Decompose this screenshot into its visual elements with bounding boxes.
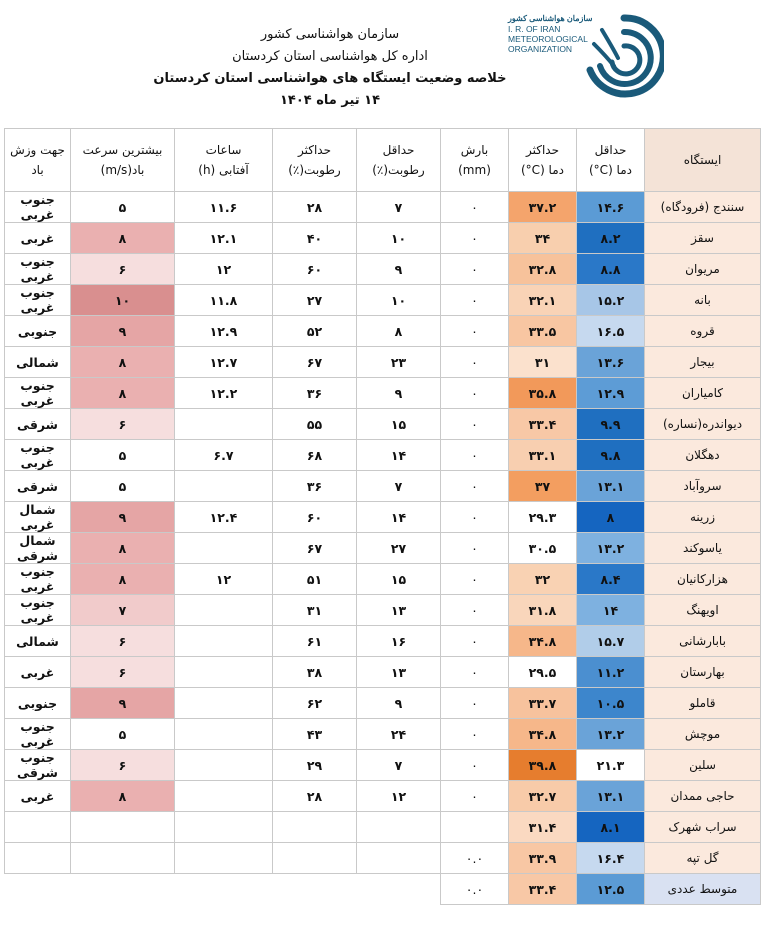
wind-direction-cell: غربی [5,781,71,812]
hmax-cell: ۴۰ [273,223,357,254]
wind-direction-cell: جنوبی [5,316,71,347]
station-cell: اویهنگ [645,595,761,626]
hmax-cell: ۶۷ [273,347,357,378]
hmin-cell: ۱۲ [357,781,441,812]
wind-speed-cell: ۶ [71,750,175,781]
logo-text-en1: I. R. OF IRAN [508,24,561,34]
hmax-cell: ۳۶ [273,471,357,502]
wind-direction-cell: شمالی [5,347,71,378]
rain-cell: ۰ [441,657,509,688]
tmin-cell: ۱۳.۱ [577,471,645,502]
station-cell: کامیاران [645,378,761,409]
sunshine-cell: ۱۲ [175,254,273,285]
rain-cell: ۰ [441,192,509,223]
hmin-cell: ۷ [357,192,441,223]
table-row [5,657,761,688]
sunshine-cell: ۱۱.۸ [175,285,273,316]
tmin-cell: ۸.۲ [577,223,645,254]
wind-direction-cell: شمال شرقی [5,533,71,564]
station-cell: بانه [645,285,761,316]
tmax-cell: ۳۴.۸ [509,626,577,657]
tmax-cell: ۳۲.۸ [509,254,577,285]
wind-direction-cell [5,843,71,874]
wind-speed-cell: ۶ [71,626,175,657]
station-cell: سلین [645,750,761,781]
wind-speed-cell: ۶ [71,657,175,688]
hmax-cell: ۵۵ [273,409,357,440]
wind-speed-cell: ۸ [71,533,175,564]
tmax-cell: ۳۲.۷ [509,781,577,812]
hmin-cell: ۱۵ [357,564,441,595]
table-row [5,316,761,347]
tmin-cell: ۱۴ [577,595,645,626]
station-cell: حاجی ممدان [645,781,761,812]
tmin-cell: ۱۲.۹ [577,378,645,409]
rain-cell: ۰ [441,688,509,719]
tmax-cell: ۳۱.۸ [509,595,577,626]
tmin-cell: ۹.۸ [577,440,645,471]
tmax-cell: ۳۳.۹ [509,843,577,874]
wind-speed-cell [71,812,175,843]
tmin-cell: ۸.۱ [577,812,645,843]
tmin-cell: ۱۵.۲ [577,285,645,316]
sunshine-cell [175,471,273,502]
station-cell: یاسوکند [645,533,761,564]
table-row [5,750,761,781]
tmax-cell: ۳۷ [509,471,577,502]
sunshine-cell: ۱۲.۱ [175,223,273,254]
hmax-cell: ۲۷ [273,285,357,316]
rain-cell: ۰ [441,626,509,657]
wind-direction-cell: جنوب غربی [5,254,71,285]
wind-speed-cell: ۸ [71,781,175,812]
average-tmax-cell: ۳۳.۴ [509,874,577,905]
sunshine-cell: ۱۱.۶ [175,192,273,223]
table-row [5,564,761,595]
logo-text-fa: سازمان هواشناسی کشور [508,14,593,23]
station-cell: سنندج (فرودگاه) [645,192,761,223]
sunshine-cell: ۱۲.۹ [175,316,273,347]
tmin-cell: ۱۴.۶ [577,192,645,223]
rain-cell: ۰.۰ [441,843,509,874]
col-header-sunshine: ساعات آفتابی (h) [175,129,273,192]
hmax-cell: ۲۸ [273,781,357,812]
rain-cell: ۰ [441,409,509,440]
table-row [5,502,761,533]
hmax-cell: ۴۳ [273,719,357,750]
rain-cell: ۰ [441,378,509,409]
tmin-cell: ۱۵.۷ [577,626,645,657]
tmax-cell: ۲۹.۳ [509,502,577,533]
sunshine-cell [175,719,273,750]
hmin-cell: ۲۴ [357,719,441,750]
wind-direction-cell: جنوب غربی [5,719,71,750]
rain-cell: ۰ [441,719,509,750]
hmax-cell: ۶۰ [273,254,357,285]
table-row [5,192,761,223]
table-row [5,378,761,409]
average-tmin-cell: ۱۲.۵ [577,874,645,905]
table-row [5,409,761,440]
hmin-cell: ۹ [357,378,441,409]
rain-cell: ۰ [441,316,509,347]
hmin-cell: ۲۷ [357,533,441,564]
table-row [5,533,761,564]
col-header-station: ایستگاه [645,129,761,192]
tmin-cell: ۸.۸ [577,254,645,285]
wind-speed-cell: ۹ [71,688,175,719]
col-header-rain: بارش (mm) [441,129,509,192]
station-cell: هزارکانیان [645,564,761,595]
wind-speed-cell: ۸ [71,347,175,378]
rain-cell: ۰ [441,223,509,254]
hmin-cell [357,812,441,843]
sunshine-cell: ۱۲ [175,564,273,595]
rain-cell: ۰ [441,750,509,781]
rain-cell: ۰ [441,595,509,626]
wind-direction-cell: شرقی [5,471,71,502]
wind-direction-cell [5,812,71,843]
sunshine-cell [175,812,273,843]
table-row [5,781,761,812]
tmax-cell: ۳۴ [509,223,577,254]
wind-speed-cell: ۹ [71,502,175,533]
wind-speed-cell: ۸ [71,564,175,595]
report-date: ۱۴ تیر ماه ۱۴۰۴ [279,93,381,108]
station-cell: دیواندره(نساره) [645,409,761,440]
table-row [5,223,761,254]
tmax-cell: ۳۳.۷ [509,688,577,719]
tmin-cell: ۸.۴ [577,564,645,595]
rain-cell: ۰ [441,440,509,471]
station-cell: موچش [645,719,761,750]
tmin-cell: ۹.۹ [577,409,645,440]
tmax-cell: ۳۵.۸ [509,378,577,409]
wind-direction-cell: جنوب غربی [5,378,71,409]
hmin-cell: ۱۶ [357,626,441,657]
rain-cell: ۰ [441,533,509,564]
wind-direction-cell: جنوب غربی [5,440,71,471]
station-cell: قروه [645,316,761,347]
average-row [5,874,761,905]
wind-direction-cell: شمالی [5,626,71,657]
hmin-cell: ۱۰ [357,223,441,254]
wind-direction-cell: جنوب غربی [5,192,71,223]
wind-speed-cell: ۵ [71,440,175,471]
hmin-cell: ۹ [357,688,441,719]
wind-direction-cell: جنوب غربی [5,285,71,316]
hmin-cell: ۱۴ [357,440,441,471]
col-header-tmax: حداکثر دما (C°) [509,129,577,192]
stations-table [4,128,761,905]
hmax-cell: ۶۰ [273,502,357,533]
hmax-cell [273,843,357,874]
sunshine-cell: ۱۲.۷ [175,347,273,378]
tmax-cell: ۲۹.۵ [509,657,577,688]
hmin-cell: ۹ [357,254,441,285]
hmin-cell: ۱۳ [357,595,441,626]
tmax-cell: ۳۱ [509,347,577,378]
hmin-cell: ۱۳ [357,657,441,688]
wind-direction-cell: جنوب شرقی [5,750,71,781]
rain-cell: ۰ [441,781,509,812]
tmin-cell: ۱۰.۵ [577,688,645,719]
hmax-cell: ۲۹ [273,750,357,781]
table-body [5,192,761,905]
tmin-cell: ۱۳.۶ [577,347,645,378]
rain-cell: ۰ [441,471,509,502]
wind-direction-cell: غربی [5,223,71,254]
col-header-wind-direction: جهت وزش باد [5,129,71,192]
station-cell: زرینه [645,502,761,533]
hmax-cell: ۶۷ [273,533,357,564]
department-name: اداره کل هواشناسی استان کردستان [232,49,428,64]
col-header-wind-speed: بیشترین سرعت باد(m/s) [71,129,175,192]
tmax-cell: ۳۳.۵ [509,316,577,347]
col-header-tmin: حداقل دما (C°) [577,129,645,192]
hmax-cell: ۲۸ [273,192,357,223]
wind-speed-cell: ۸ [71,378,175,409]
average-station-cell: متوسط عددی [645,874,761,905]
sunshine-cell: ۱۲.۴ [175,502,273,533]
station-cell: بابارشانی [645,626,761,657]
sunshine-cell [175,688,273,719]
table-row [5,812,761,843]
rain-cell: ۰ [441,502,509,533]
organization-name: سازمان هواشناسی کشور [260,27,400,42]
station-cell: مریوان [645,254,761,285]
table-row [5,843,761,874]
tmin-cell: ۱۱.۲ [577,657,645,688]
table-row [5,626,761,657]
tmax-cell: ۳۴.۸ [509,719,577,750]
hmin-cell: ۸ [357,316,441,347]
table-row [5,595,761,626]
hmax-cell: ۳۱ [273,595,357,626]
wind-direction-cell: غربی [5,657,71,688]
station-cell: گل تپه [645,843,761,874]
wind-speed-cell: ۸ [71,223,175,254]
table-row [5,347,761,378]
logo-text-en2: METEOROLOGICAL [508,34,588,44]
wind-direction-cell: شمال غربی [5,502,71,533]
tmax-cell: ۳۳.۱ [509,440,577,471]
wind-speed-cell: ۵ [71,719,175,750]
tmin-cell: ۱۳.۲ [577,719,645,750]
table-row [5,254,761,285]
hmin-cell: ۱۵ [357,409,441,440]
table-row [5,719,761,750]
wind-direction-cell: شرقی [5,409,71,440]
wind-speed-cell: ۱۰ [71,285,175,316]
meteorological-organization-logo [508,10,668,110]
rain-cell: ۰ [441,564,509,595]
sunshine-cell [175,533,273,564]
logo-text-en3: ORGANIZATION [508,44,573,54]
hmax-cell: ۶۱ [273,626,357,657]
report-header [150,24,510,112]
tmax-cell: ۳۱.۴ [509,812,577,843]
sunshine-cell: ۱۲.۲ [175,378,273,409]
hmax-cell: ۵۱ [273,564,357,595]
hmin-cell: ۷ [357,750,441,781]
tmin-cell: ۱۳.۱ [577,781,645,812]
tmax-cell: ۳۲ [509,564,577,595]
station-cell: بیجار [645,347,761,378]
station-cell: بهارستان [645,657,761,688]
hmin-cell: ۷ [357,471,441,502]
sunshine-cell [175,626,273,657]
tmin-cell: ۱۶.۴ [577,843,645,874]
wind-direction-cell: جنوبی [5,688,71,719]
wind-speed-cell: ۵ [71,471,175,502]
rain-cell: ۰ [441,254,509,285]
sunshine-cell [175,409,273,440]
wind-speed-cell: ۶ [71,409,175,440]
tmax-cell: ۳۲.۱ [509,285,577,316]
hmax-cell: ۶۲ [273,688,357,719]
tmin-cell: ۱۳.۲ [577,533,645,564]
hmin-cell: ۱۴ [357,502,441,533]
hmax-cell: ۶۸ [273,440,357,471]
sunshine-cell [175,781,273,812]
hmin-cell [357,843,441,874]
tmin-cell: ۱۶.۵ [577,316,645,347]
hmin-cell: ۱۰ [357,285,441,316]
wind-speed-cell: ۹ [71,316,175,347]
tmax-cell: ۳۰.۵ [509,533,577,564]
table-header-row [5,129,761,192]
wind-speed-cell [71,843,175,874]
hmax-cell: ۳۸ [273,657,357,688]
hmax-cell [273,812,357,843]
wind-direction-cell: جنوب غربی [5,564,71,595]
report-title: خلاصه وضعیت ایستگاه های هواشناسی استان کردستان [153,71,507,86]
hmin-cell: ۲۳ [357,347,441,378]
rain-cell: ۰ [441,347,509,378]
wind-direction-cell: جنوب غربی [5,595,71,626]
tmin-cell: ۲۱.۳ [577,750,645,781]
station-cell: قاملو [645,688,761,719]
hmax-cell: ۳۶ [273,378,357,409]
station-cell: سراب شهرک [645,812,761,843]
average-row-empty [5,874,441,905]
station-cell: سقز [645,223,761,254]
tmax-cell: ۳۹.۸ [509,750,577,781]
col-header-hmin: حداقل رطوبت(٪) [357,129,441,192]
tmax-cell: ۳۳.۴ [509,409,577,440]
table-row [5,688,761,719]
logo-spiral-icon [584,10,664,110]
rain-cell [441,812,509,843]
hmax-cell: ۵۲ [273,316,357,347]
average-rain-cell: ۰.۰ [441,874,509,905]
sunshine-cell [175,843,273,874]
sunshine-cell: ۶.۷ [175,440,273,471]
wind-speed-cell: ۵ [71,192,175,223]
station-cell: دهگلان [645,440,761,471]
col-header-hmax: حداکثر رطوبت(٪) [273,129,357,192]
wind-speed-cell: ۷ [71,595,175,626]
tmax-cell: ۳۷.۲ [509,192,577,223]
wind-speed-cell: ۶ [71,254,175,285]
rain-cell: ۰ [441,285,509,316]
tmin-cell: ۸ [577,502,645,533]
station-cell: سروآباد [645,471,761,502]
sunshine-cell [175,750,273,781]
sunshine-cell [175,595,273,626]
table-row [5,285,761,316]
sunshine-cell [175,657,273,688]
table-row [5,471,761,502]
table-row [5,440,761,471]
